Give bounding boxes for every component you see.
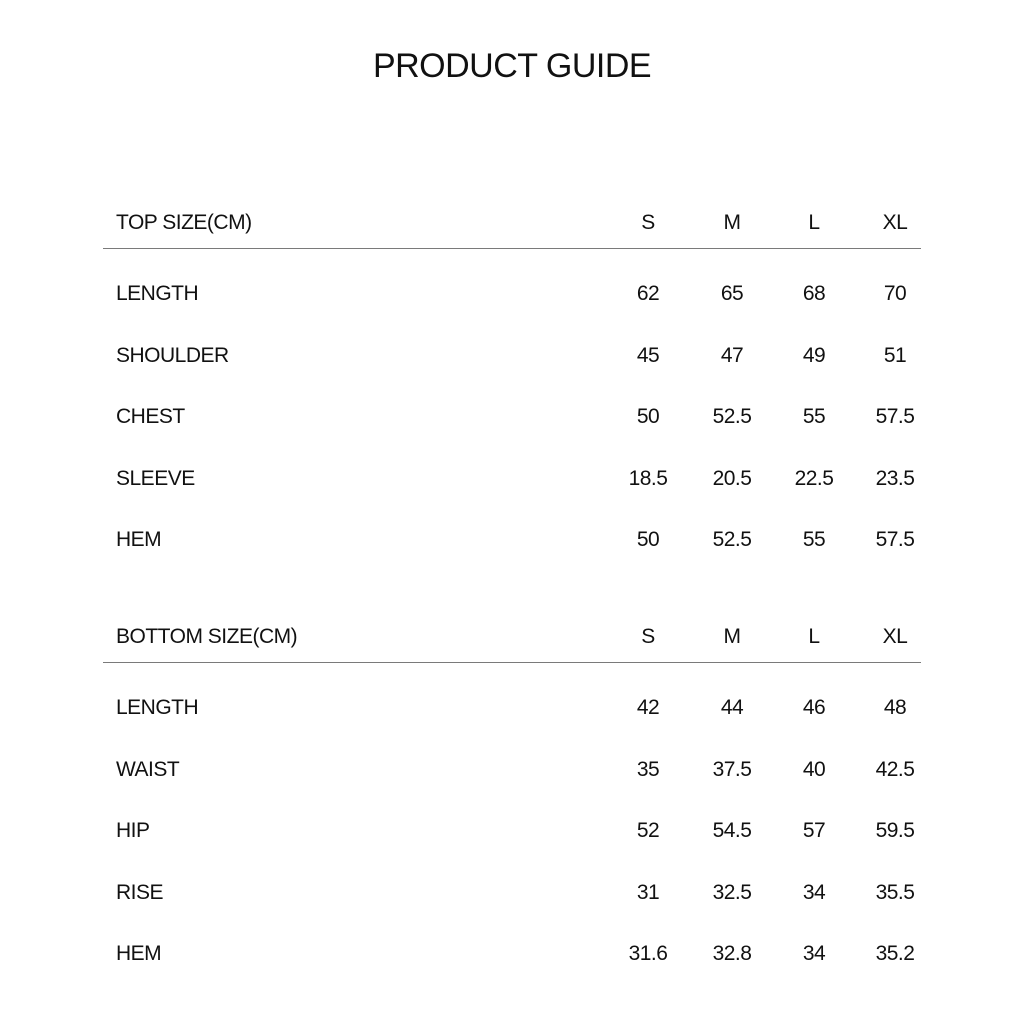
top-size-table — [103, 203, 921, 557]
cell-value: 42 — [636, 696, 660, 719]
row-label: RISE — [116, 880, 164, 904]
cell-value: 48 — [883, 696, 907, 719]
cell-value: 45 — [636, 343, 660, 367]
row-label: LENGTH — [116, 282, 199, 305]
cell-value: 37.5 — [712, 757, 752, 781]
table-row — [103, 811, 921, 873]
cell-value: 31 — [636, 880, 660, 904]
row-label: WAIST — [116, 757, 180, 781]
size-header-xl: XL — [882, 211, 908, 234]
cell-value: 55 — [802, 528, 826, 551]
cell-value: 50 — [636, 405, 660, 428]
row-label: HEM — [116, 528, 162, 551]
row-label: HEM — [116, 942, 162, 965]
table-row — [103, 520, 921, 582]
cell-value: 35.5 — [875, 880, 915, 904]
cell-value: 32.8 — [712, 942, 752, 965]
cell-value: 34 — [802, 942, 826, 965]
cell-value: 32.5 — [712, 880, 752, 904]
cell-value: 52.5 — [712, 528, 752, 551]
table-row — [103, 397, 921, 459]
page-title: PRODUCT GUIDE — [372, 47, 652, 85]
cell-value: 54.5 — [712, 819, 752, 842]
table-row — [103, 688, 921, 750]
row-label: LENGTH — [116, 696, 199, 719]
row-label: CHEST — [116, 405, 185, 428]
table-row — [103, 873, 921, 935]
cell-value: 31.6 — [628, 942, 668, 965]
size-header-m: M — [723, 625, 741, 648]
cell-value: 50 — [636, 528, 660, 551]
cell-value: 23.5 — [875, 466, 915, 490]
cell-value: 40 — [802, 757, 826, 781]
cell-value: 49 — [802, 343, 826, 367]
cell-value: 35.2 — [875, 942, 915, 965]
cell-value: 35 — [636, 757, 660, 781]
cell-value: 47 — [720, 343, 744, 367]
cell-value: 57.5 — [875, 528, 915, 551]
table-row — [103, 336, 921, 398]
cell-value: 44 — [720, 696, 744, 719]
bottom-size-table — [103, 617, 921, 971]
row-label: HIP — [116, 819, 150, 842]
cell-value: 52 — [636, 819, 660, 842]
cell-value: 57 — [802, 819, 826, 842]
row-label: SHOULDER — [116, 343, 229, 367]
size-header-l: L — [808, 211, 820, 234]
cell-value: 18.5 — [628, 466, 668, 490]
table-header — [103, 617, 921, 663]
cell-value: 20.5 — [712, 466, 752, 490]
cell-value: 57.5 — [875, 405, 915, 428]
cell-value: 59.5 — [875, 819, 915, 842]
size-header-s: S — [641, 211, 655, 234]
cell-value: 55 — [802, 405, 826, 428]
size-header-m: M — [723, 211, 741, 234]
table-row — [103, 750, 921, 812]
cell-value: 52.5 — [712, 405, 752, 428]
table-row — [103, 934, 921, 996]
cell-value: 62 — [636, 282, 660, 305]
table-header — [103, 203, 921, 249]
cell-value: 34 — [802, 880, 826, 904]
size-header-l: L — [808, 625, 820, 648]
table-row — [103, 459, 921, 521]
cell-value: 65 — [720, 282, 744, 305]
cell-value: 70 — [883, 282, 907, 305]
size-header-s: S — [641, 625, 655, 648]
table-heading: BOTTOM SIZE(CM) — [116, 625, 298, 648]
size-header-xl: XL — [882, 625, 908, 648]
cell-value: 22.5 — [794, 466, 834, 490]
table-row — [103, 274, 921, 336]
cell-value: 46 — [802, 696, 826, 719]
table-heading: TOP SIZE(CM) — [116, 211, 252, 234]
row-label: SLEEVE — [116, 466, 195, 490]
cell-value: 68 — [802, 282, 826, 305]
cell-value: 51 — [883, 343, 907, 367]
cell-value: 42.5 — [875, 757, 915, 781]
